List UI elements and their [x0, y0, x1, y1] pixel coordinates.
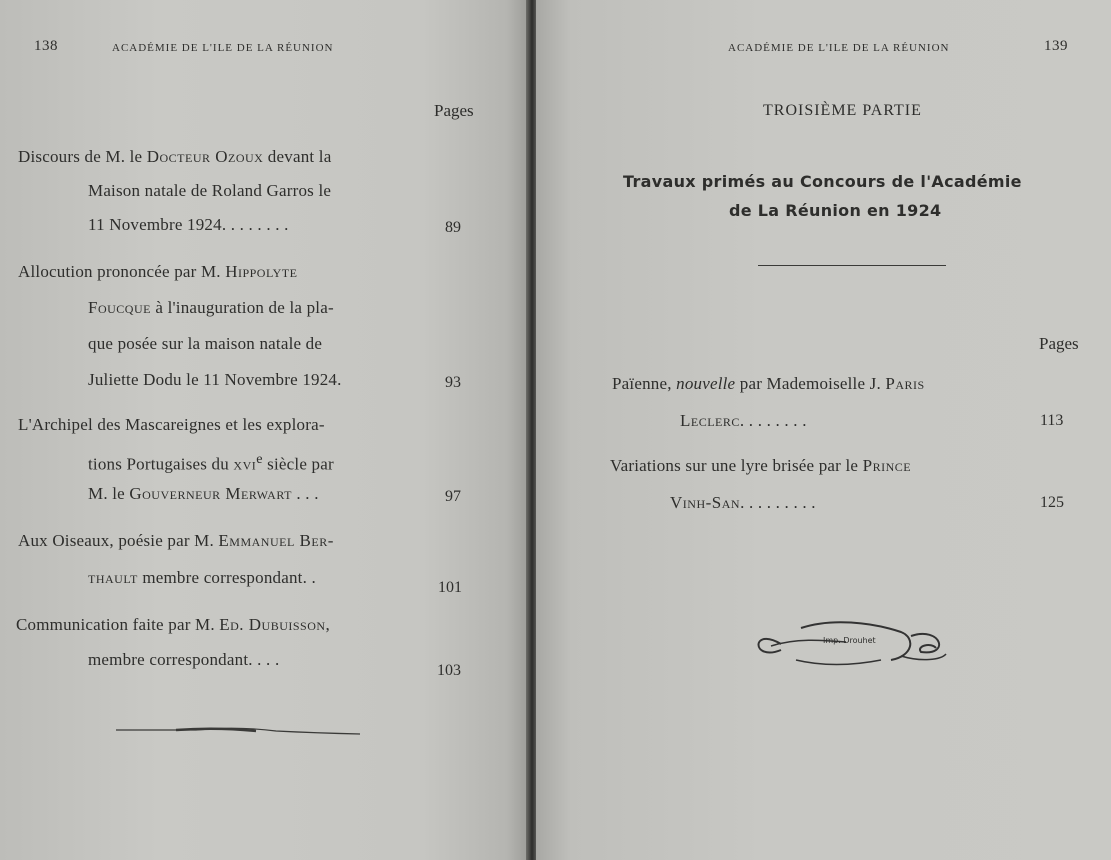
section-subtitle-line1: Travaux primés au Concours de l'Académie — [623, 172, 1022, 191]
printer-mark — [741, 616, 951, 670]
entry-line: Aux Oiseaux, poésie par M. Emmanuel Ber- — [18, 531, 334, 550]
entry-line: Communication faite par M. Ed. Dubuisson, — [16, 615, 331, 634]
right-folio: 139 — [1044, 38, 1068, 54]
page-number: 101 — [438, 579, 462, 596]
section-title: TROISIÈME PARTIE — [763, 102, 922, 119]
divider-rule — [758, 265, 946, 266]
entry-line: Vinh-San. . . . . . . . . — [670, 493, 816, 512]
left-page — [0, 0, 528, 860]
page-number: 103 — [437, 662, 461, 679]
section-subtitle-line2: de La Réunion en 1924 — [729, 201, 942, 220]
page-number: 125 — [1040, 494, 1064, 511]
entry-line: M. le Gouverneur Merwart . . . — [88, 484, 319, 503]
entry-line: Foucque à l'inauguration de la pla- — [88, 298, 334, 317]
right-page — [536, 0, 1111, 860]
printer-mark-label: Imp. Drouhet — [823, 636, 876, 645]
entry-line: Variations sur une lyre brisée par le Prince — [610, 456, 912, 475]
entry-line: membre correspondant. . . . — [88, 650, 280, 669]
page-number: 93 — [445, 374, 461, 391]
entry-line: que posée sur la maison natale de — [88, 334, 323, 353]
left-running-head: ACADÉMIE DE L'ILE DE LA RÉUNION — [112, 42, 334, 54]
entry-line: Maison natale de Roland Garros le — [88, 181, 332, 200]
entry-line: Juliette Dodu le 11 Novembre 1924. — [88, 370, 342, 389]
right-pages-heading: Pages — [1039, 334, 1079, 353]
page-number: 89 — [445, 219, 461, 236]
page-number: 113 — [1040, 412, 1064, 429]
left-pages-heading: Pages — [434, 101, 474, 120]
left-folio: 138 — [34, 38, 58, 54]
page-number: 97 — [445, 488, 461, 505]
right-running-head: ACADÉMIE DE L'ILE DE LA RÉUNION — [728, 42, 950, 54]
entry-line: tions Portugaises du xvi$^e$ siècle par — [88, 451, 334, 474]
entry-line: Allocution prononcée par M. Hippolyte — [18, 262, 298, 281]
entry-line: 11 Novembre 1924. . . . . . . . — [88, 215, 289, 234]
entry-line: Discours de M. le Docteur Ozoux devant la — [18, 147, 332, 166]
ornamental-rule — [116, 722, 360, 736]
entry-line: L'Archipel des Mascareignes et les explora- — [18, 415, 325, 434]
entry-line: Leclerc. . . . . . . . — [680, 411, 807, 430]
entry-line: thault membre correspondant. . — [88, 568, 316, 587]
entry-line: Païenne, nouvelle par Mademoiselle J. Paris — [612, 374, 925, 393]
